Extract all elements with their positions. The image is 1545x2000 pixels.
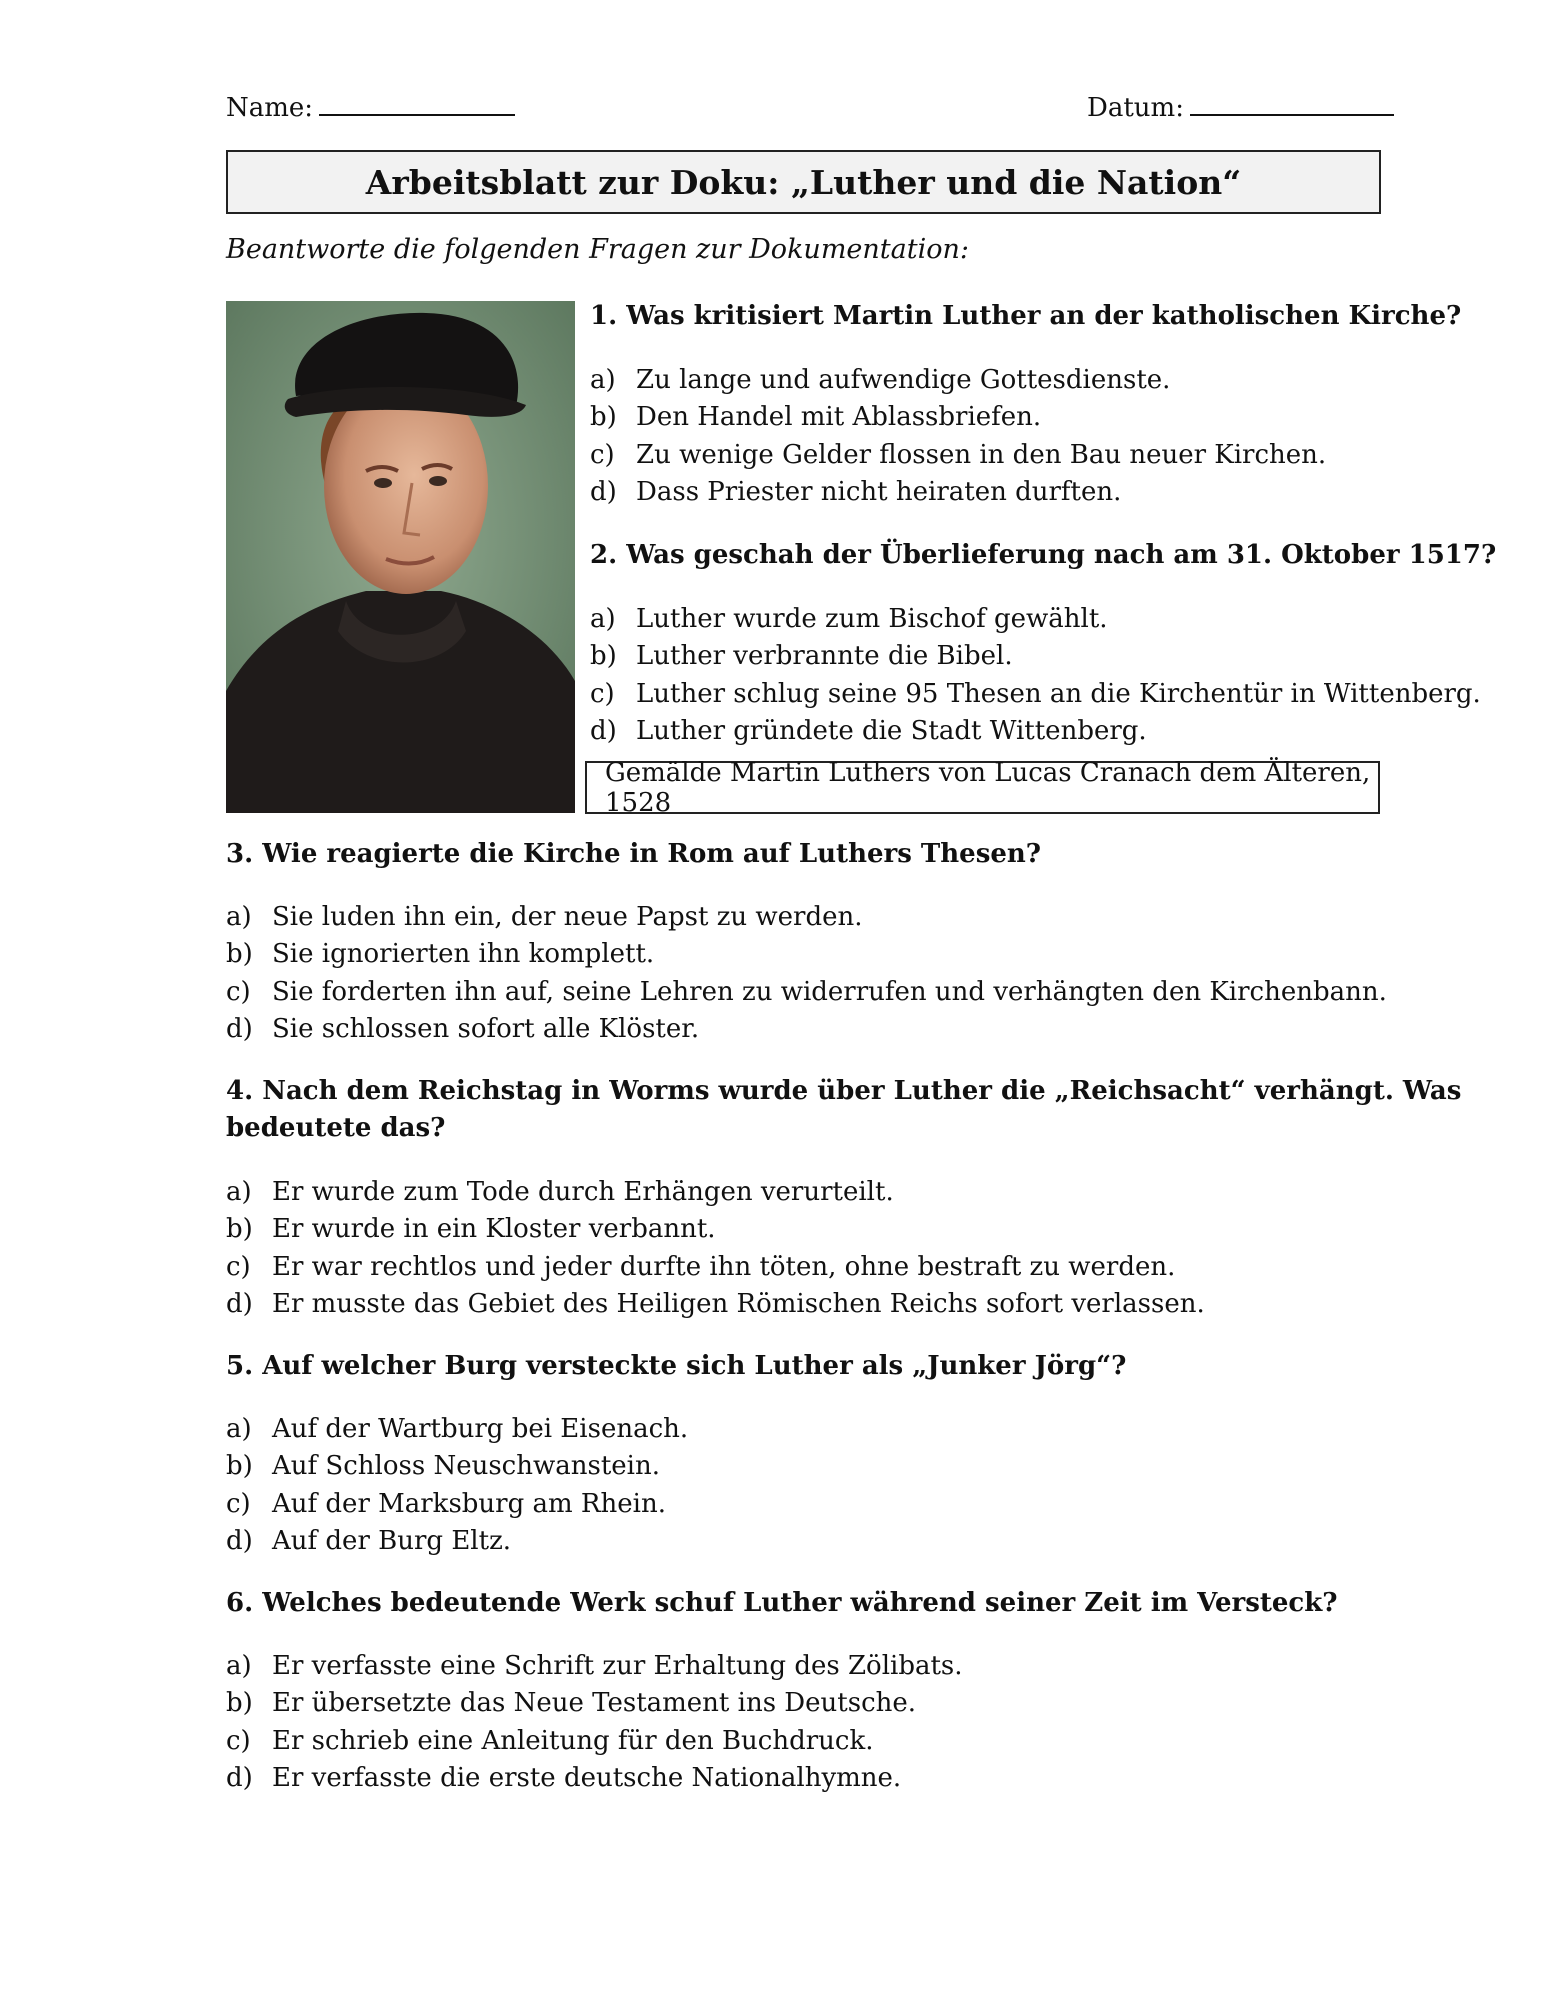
option-6d[interactable] — [226, 1760, 963, 1797]
question-2-options — [590, 601, 1481, 750]
option-4a[interactable] — [226, 1174, 1205, 1211]
option-letter: d) — [226, 1013, 253, 1044]
option-5c[interactable] — [226, 1486, 688, 1523]
option-letter: c) — [226, 1488, 251, 1519]
option-text: Er verfasste eine Schrift zur Erhaltung des Zölibats. — [272, 1651, 963, 1681]
instructions: Beantworte die folgenden Fragen zur Dokumentation: — [226, 234, 969, 265]
option-text: Sie forderten ihn auf, seine Lehren zu widerrufen und verhängten den Kirchenbann. — [272, 976, 1387, 1007]
option-letter: a) — [226, 1177, 252, 1207]
option-text: Er wurde in ein Kloster verbannt. — [272, 1214, 716, 1245]
option-letter: c) — [226, 976, 251, 1007]
question-3-options — [226, 899, 1387, 1048]
option-text: Luther gründete die Stadt Wittenberg. — [636, 715, 1147, 746]
option-letter: b) — [226, 1688, 253, 1719]
option-text: Sie schlossen sofort alle Klöster. — [272, 1013, 700, 1044]
option-text: Auf Schloss Neuschwanstein. — [272, 1451, 660, 1482]
question-5-options — [226, 1411, 688, 1560]
option-text: Dass Priester nicht heiraten durften. — [636, 476, 1122, 507]
name-blank-line[interactable] — [319, 92, 515, 116]
option-6b[interactable] — [226, 1685, 963, 1722]
question-5: 5. Auf welcher Burg versteckte sich Luther als „Junker Jörg“? — [226, 1351, 1127, 1381]
option-text: Sie ignorierten ihn komplett. — [272, 939, 655, 970]
option-letter: b) — [590, 402, 617, 433]
option-text: Er musste das Gebiet des Heiligen Römischen Reichs sofort verlassen. — [272, 1288, 1205, 1319]
option-letter: a) — [590, 604, 616, 634]
option-letter: c) — [590, 678, 615, 709]
option-1b[interactable] — [590, 399, 1326, 436]
option-4d[interactable] — [226, 1286, 1205, 1323]
option-1a[interactable] — [590, 362, 1326, 399]
option-letter: d) — [590, 715, 617, 746]
option-2a[interactable] — [590, 601, 1481, 638]
option-text: Er übersetzte das Neue Testament ins Deutsche. — [272, 1688, 917, 1719]
option-text: Zu lange und aufwendige Gottesdienste. — [636, 365, 1171, 395]
option-letter: b) — [226, 1451, 253, 1482]
question-1: 1. Was kritisiert Martin Luther an der katholischen Kirche? — [590, 301, 1462, 331]
option-letter: c) — [226, 1251, 251, 1282]
option-letter: d) — [226, 1288, 253, 1319]
option-4b[interactable] — [226, 1211, 1205, 1248]
date-field[interactable] — [1087, 92, 1394, 123]
image-caption-box — [585, 757, 1380, 818]
option-text: Luther verbrannte die Bibel. — [636, 641, 1013, 672]
option-text: Er wurde zum Tode durch Erhängen verurteilt. — [272, 1177, 894, 1207]
option-letter: a) — [226, 902, 252, 932]
option-2d[interactable] — [590, 713, 1481, 750]
option-letter: b) — [226, 1214, 253, 1245]
question-6-options — [226, 1648, 963, 1797]
option-4c[interactable] — [226, 1249, 1205, 1286]
date-label: Datum: — [1087, 93, 1184, 123]
option-text: Auf der Marksburg am Rhein. — [272, 1488, 666, 1519]
option-text: Zu wenige Gelder flossen in den Bau neuer Kirchen. — [636, 439, 1327, 470]
option-letter: c) — [590, 439, 615, 470]
option-text: Sie luden ihn ein, der neue Papst zu werden. — [272, 902, 863, 932]
worksheet-title-box — [226, 150, 1381, 214]
image-caption: Gemälde Martin Luthers von Lucas Cranach dem Älteren, 1528 — [605, 757, 1371, 818]
question-2: 2. Was geschah der Überlieferung nach am 31. Oktober 1517? — [590, 540, 1497, 570]
luther-portrait-image — [226, 301, 575, 813]
option-letter: b) — [590, 641, 617, 672]
worksheet-title: Arbeitsblatt zur Doku: „Luther und die Nation“ — [365, 162, 1242, 202]
option-letter: b) — [226, 939, 253, 970]
option-3b[interactable] — [226, 936, 1387, 973]
option-3c[interactable] — [226, 974, 1387, 1011]
option-letter: d) — [590, 476, 617, 507]
question-6: 6. Welches bedeutende Werk schuf Luther während seiner Zeit im Versteck? — [226, 1588, 1338, 1618]
option-6c[interactable] — [226, 1723, 963, 1760]
option-2c[interactable] — [590, 676, 1481, 713]
option-text: Den Handel mit Ablassbriefen. — [636, 402, 1042, 433]
option-text: Er war rechtlos und jeder durfte ihn töten, ohne bestraft zu werden. — [272, 1251, 1176, 1282]
question-4-line-2: bedeutete das? — [226, 1113, 446, 1143]
option-text: Auf der Wartburg bei Eisenach. — [272, 1414, 689, 1444]
option-text: Luther wurde zum Bischof gewählt. — [636, 604, 1108, 634]
option-letter: a) — [226, 1651, 252, 1681]
option-text: Luther schlug seine 95 Thesen an die Kirchentür in Wittenberg. — [636, 678, 1481, 709]
option-6a[interactable] — [226, 1648, 963, 1685]
option-text: Er schrieb eine Anleitung für den Buchdruck. — [272, 1725, 874, 1756]
option-letter: a) — [226, 1414, 252, 1444]
option-letter: d) — [226, 1525, 253, 1556]
question-1-options — [590, 362, 1326, 511]
option-5a[interactable] — [226, 1411, 688, 1448]
option-5d[interactable] — [226, 1523, 688, 1560]
question-4-line-1: 4. Nach dem Reichstag in Worms wurde über Luther die „Reichsacht“ verhängt. Was — [226, 1076, 1462, 1106]
question-4-options — [226, 1174, 1205, 1323]
name-label: Name: — [226, 93, 314, 123]
option-5b[interactable] — [226, 1448, 688, 1485]
option-3d[interactable] — [226, 1011, 1387, 1048]
option-letter: a) — [590, 365, 616, 395]
question-4 — [226, 1073, 1461, 1147]
option-1d[interactable] — [590, 474, 1326, 511]
question-3: 3. Wie reagierte die Kirche in Rom auf Luthers Thesen? — [226, 839, 1042, 869]
option-letter: d) — [226, 1762, 253, 1793]
name-field[interactable] — [226, 92, 515, 123]
option-letter: c) — [226, 1725, 251, 1756]
option-text: Auf der Burg Eltz. — [272, 1525, 512, 1556]
option-3a[interactable] — [226, 899, 1387, 936]
option-2b[interactable] — [590, 638, 1481, 675]
option-1c[interactable] — [590, 437, 1326, 474]
option-text: Er verfasste die erste deutsche Nationalhymne. — [272, 1762, 902, 1793]
date-blank-line[interactable] — [1190, 92, 1394, 116]
